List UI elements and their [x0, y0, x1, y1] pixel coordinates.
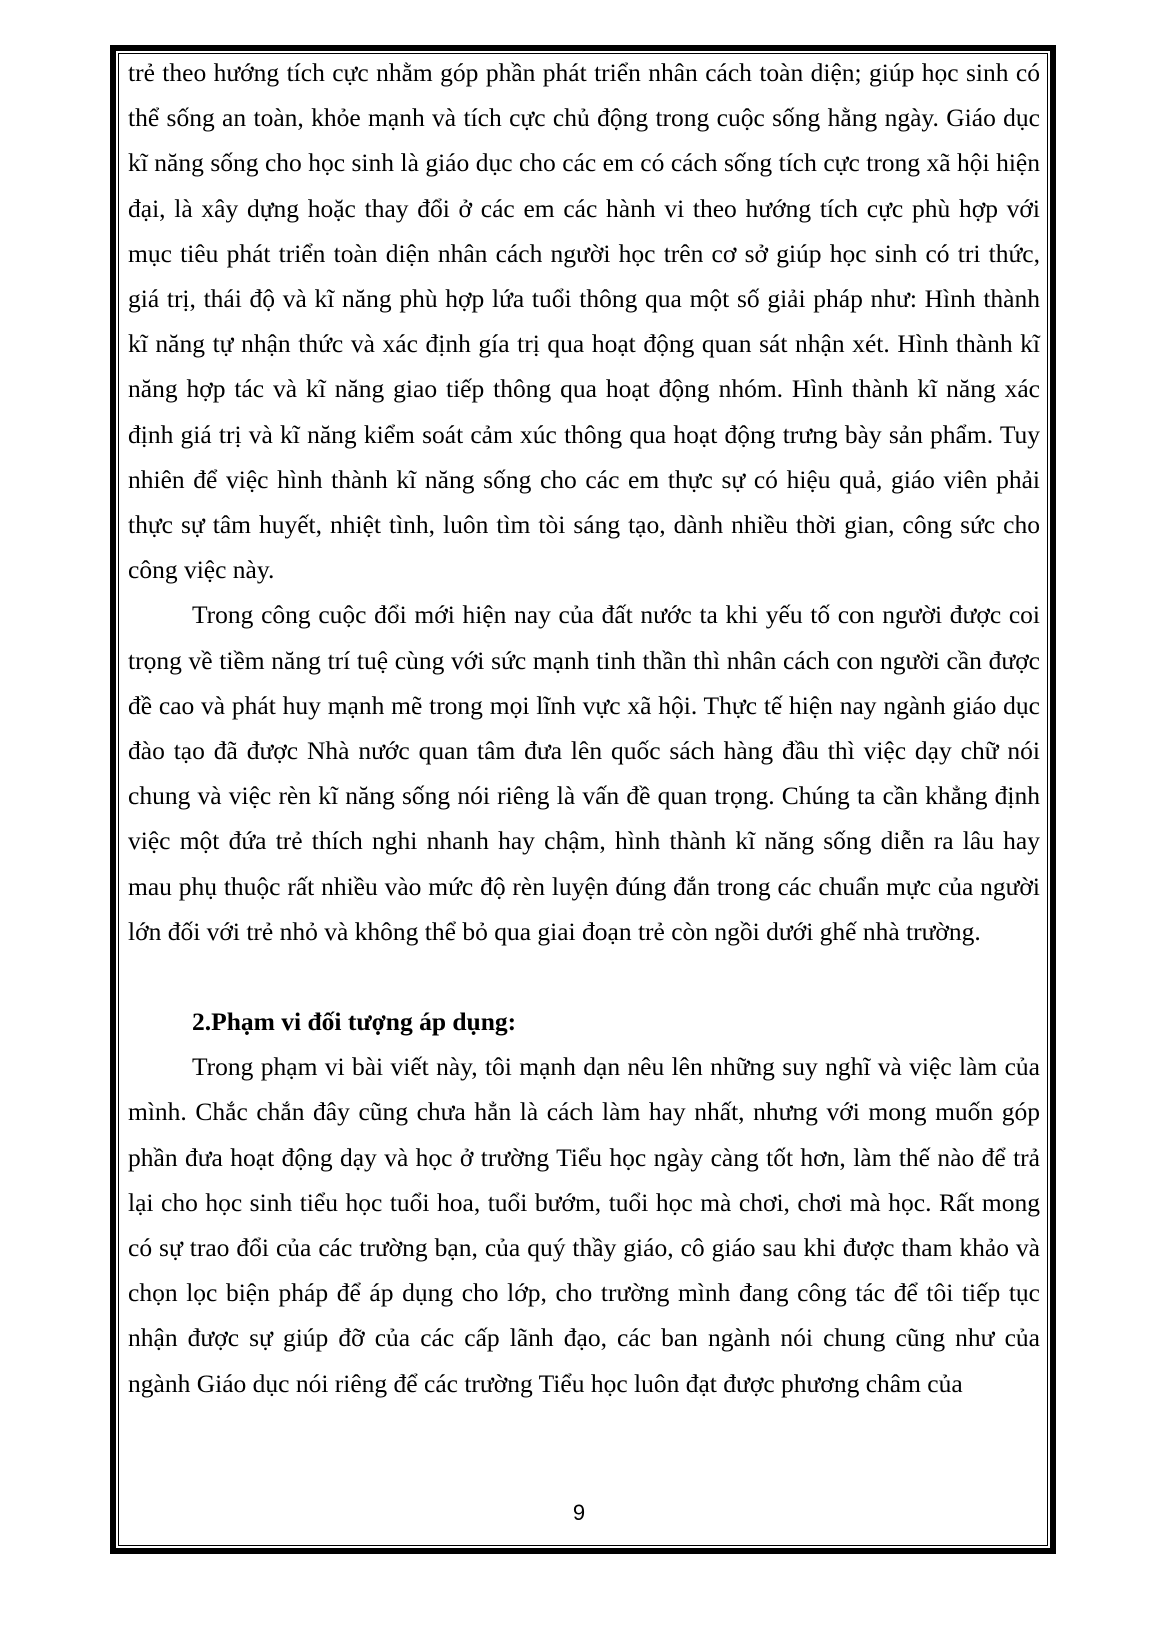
page-number: 9: [572, 1500, 586, 1525]
section-heading: 2.Phạm vi đối tượng áp dụng:: [192, 1007, 517, 1037]
document-body: [128, 50, 1040, 1406]
paragraph-scope: Trong phạm vi bài viết này, tôi mạnh dạn nêu lên những suy nghĩ và việc làm của mình. Chắc chắn đây cũng chưa hẳn là cách làm hay nhất, nhưng với mong muốn góp phần đưa hoạt động dạy và học ở trường Tiểu học ngày càng tốt hơn, làm thế nào để trả lại cho học sinh tiểu học tuổi hoa, tuổi bướm, tuổi học mà chơi, chơi mà học. Rất mong có sự trao đổi của các trường bạn, của quý thầy giáo, cô giáo sau khi được tham khảo và chọn lọc biện pháp để áp dụng cho lớp, cho trường mình đang công tác để tôi tiếp tục nhận được sự giúp đỡ của các cấp lãnh đạo, các ban ngành nói chung cũng như của ngành Giáo dục nói riêng để các trường Tiểu học luôn đạt được phương châm của: [128, 1052, 1040, 1398]
paragraph-continuation: trẻ theo hướng tích cực nhằm góp phần phát triển nhân cách toàn diện; giúp học sinh có thể sống an toàn, khỏe mạnh và tích cực chủ động trong cuộc sống hằng ngày. Giáo dục kĩ năng sống cho học sinh là giáo dục cho các em có cách sống tích cực trong xã hội hiện đại, là xây dựng hoặc thay đổi ở các em các hành vi theo hướng tích cực phù hợp với mục tiêu phát triển toàn diện nhân cách người học trên cơ sở giúp học sinh có tri thức, giá trị, thái độ và kĩ năng phù hợp lứa tuổi thông qua một số giải pháp như: Hình thành kĩ năng tự nhận thức và xác định gía trị qua hoạt động quan sát nhận xét. Hình thành kĩ năng hợp tác và kĩ năng giao tiếp thông qua hoạt động nhóm. Hình thành kĩ năng xác định giá trị và kĩ năng kiểm soát cảm xúc thông qua hoạt động trưng bày sản phẩm. Tuy nhiên để việc hình thành kĩ năng sống cho các em thực sự có hiệu quả, giáo viên phải thực sự tâm huyết, nhiệt tình, luôn tìm tòi sáng tạo, dành nhiều thời gian, công sức cho công việc này.: [128, 58, 1040, 585]
paragraph-renewal: Trong công cuộc đổi mới hiện nay của đất nước ta khi yếu tố con người được coi trọng về tiềm năng trí tuệ cùng với sức mạnh tinh thần thì nhân cách con người cần được đề cao và phát huy mạnh mẽ trong mọi lĩnh vực xã hội. Thực tế hiện nay ngành giáo dục đào tạo đã được Nhà nước quan tâm đưa lên quốc sách hàng đầu thì việc dạy chữ nói chung và việc rèn kĩ năng sống nói riêng là vấn đề quan trọng. Chúng ta cần khẳng định việc một đứa trẻ thích nghi nhanh hay chậm, hình thành kĩ năng sống diễn ra lâu hay mau phụ thuộc rất nhiều vào mức độ rèn luyện đúng đắn trong các chuẩn mực của người lớn đối với trẻ nhỏ và không thể bỏ qua giai đoạn trẻ còn ngồi dưới ghế nhà trường.: [128, 600, 1040, 946]
